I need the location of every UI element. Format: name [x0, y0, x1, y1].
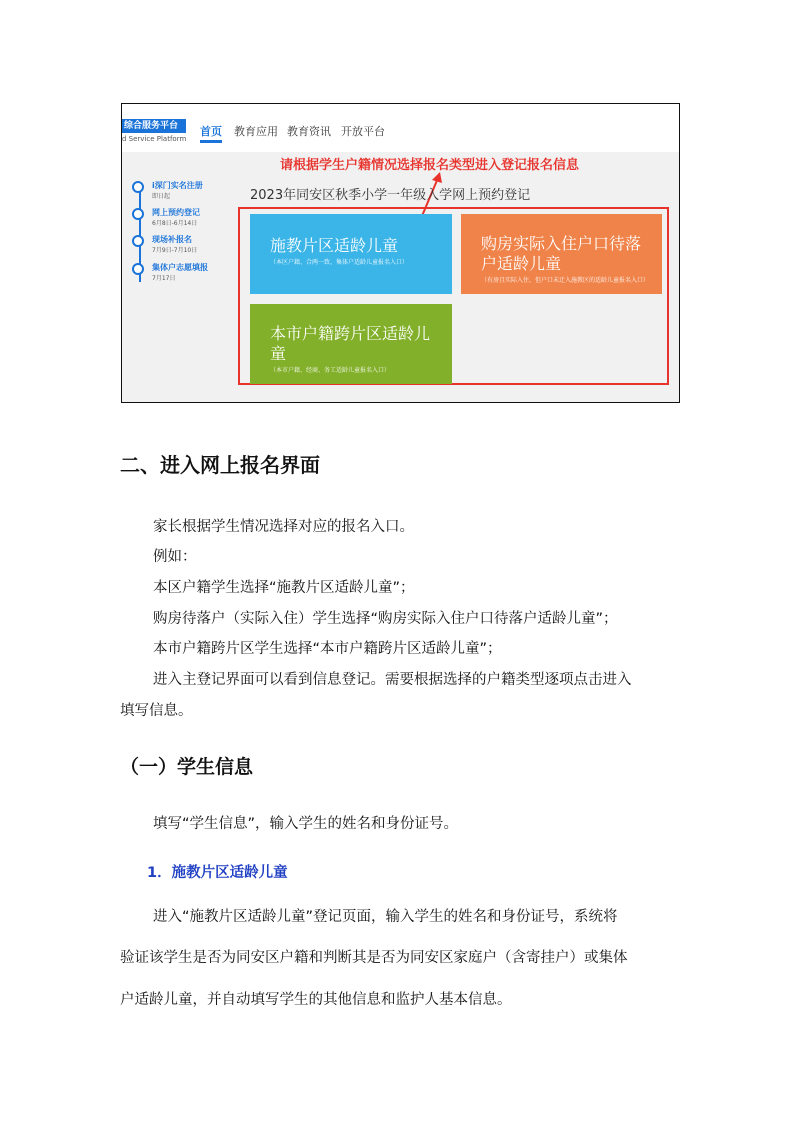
nav-edu-news[interactable]: 教育资讯: [287, 125, 331, 138]
card-subtitle: （本区户籍、合两一致、集体户适龄儿童报名入口）: [270, 259, 409, 266]
portal-logo-subtitle: d Service Platform: [122, 135, 187, 143]
timeline-dot-icon: [132, 208, 144, 220]
timeline-dot-icon: [132, 263, 144, 275]
timeline-dot-icon: [132, 235, 144, 247]
instruction-banner: 请根据学生户籍情况选择报名类型进入登记报名信息: [280, 158, 580, 173]
paragraph: 进入主登记界面可以看到信息登记。需要根据选择的户籍类型逐项点击进入: [153, 672, 632, 688]
card-title: 本市户籍跨片区适龄儿童: [270, 324, 431, 363]
nav-open-platform[interactable]: 开放平台: [341, 125, 385, 138]
subsubsection-heading: 1．施教片区适龄儿童: [147, 865, 288, 881]
section-heading: 二、进入网上报名界面: [120, 453, 320, 477]
card-local-district-children[interactable]: [250, 214, 452, 294]
card-subtitle: （有房且实际入住、但户口未迁入施教区的适龄儿童报名入口）: [481, 277, 650, 284]
timeline-dot-icon: [132, 181, 144, 193]
paragraph: 户适龄儿童，并自动填写学生的其他信息和监护人基本信息。: [120, 992, 512, 1008]
portal-header: [122, 104, 679, 152]
timeline-step-label: 集体户志愿填报: [152, 263, 208, 272]
card-subtitle: （本市户籍、经商、务工适龄儿童报名入口）: [270, 367, 391, 374]
timeline-step-label: 现场补报名: [152, 235, 192, 244]
portal-logo: 综合服务平台: [122, 119, 186, 133]
timeline-step-date: 6月8日-6月14日: [152, 220, 198, 227]
timeline-step-date: 7月9日-7月10日: [152, 247, 198, 254]
paragraph: 进入“施教片区适龄儿童”登记页面，输入学生的姓名和身份证号，系统将: [153, 909, 618, 925]
paragraph: 购房待落户（实际入住）学生选择“购房实际入住户口待落户适龄儿童”；: [153, 611, 618, 627]
card-title: 施教片区适龄儿童: [270, 236, 399, 255]
timeline-step-date: 7月17日: [152, 275, 176, 282]
page-subtitle: 2023年同安区秋季小学一年级入学网上预约登记: [250, 188, 531, 203]
timeline-step-label: i深门实名注册: [152, 181, 203, 190]
timeline-step-date: 即日起: [152, 193, 171, 200]
paragraph: 家长根据学生情况选择对应的报名入口。: [153, 519, 414, 535]
paragraph: 本区户籍学生选择“施教片区适龄儿童”；: [153, 580, 415, 596]
subsection-heading: （一）学生信息: [120, 756, 254, 778]
card-title: 购房实际入住户口待落户适龄儿童: [481, 234, 642, 273]
paragraph: 填写信息。: [120, 703, 193, 719]
nav-home[interactable]: 首页: [200, 125, 222, 138]
paragraph: 本市户籍跨片区学生选择“本市户籍跨片区适龄儿童”；: [153, 641, 502, 657]
paragraph: 例如：: [153, 549, 197, 565]
registration-portal-screenshot: [121, 103, 680, 403]
nav-active-indicator: [200, 140, 222, 143]
nav-edu-apps[interactable]: 教育应用: [234, 125, 278, 138]
paragraph: 验证该学生是否为同安区户籍和判断其是否为同安区家庭户（含寄挂户）或集体: [120, 950, 628, 966]
card-house-purchase-children[interactable]: [461, 214, 662, 294]
paragraph: 填写“学生信息”，输入学生的姓名和身份证号。: [153, 816, 459, 832]
card-cross-district-children[interactable]: [250, 304, 452, 384]
timeline-step-label: 网上预约登记: [152, 208, 200, 217]
